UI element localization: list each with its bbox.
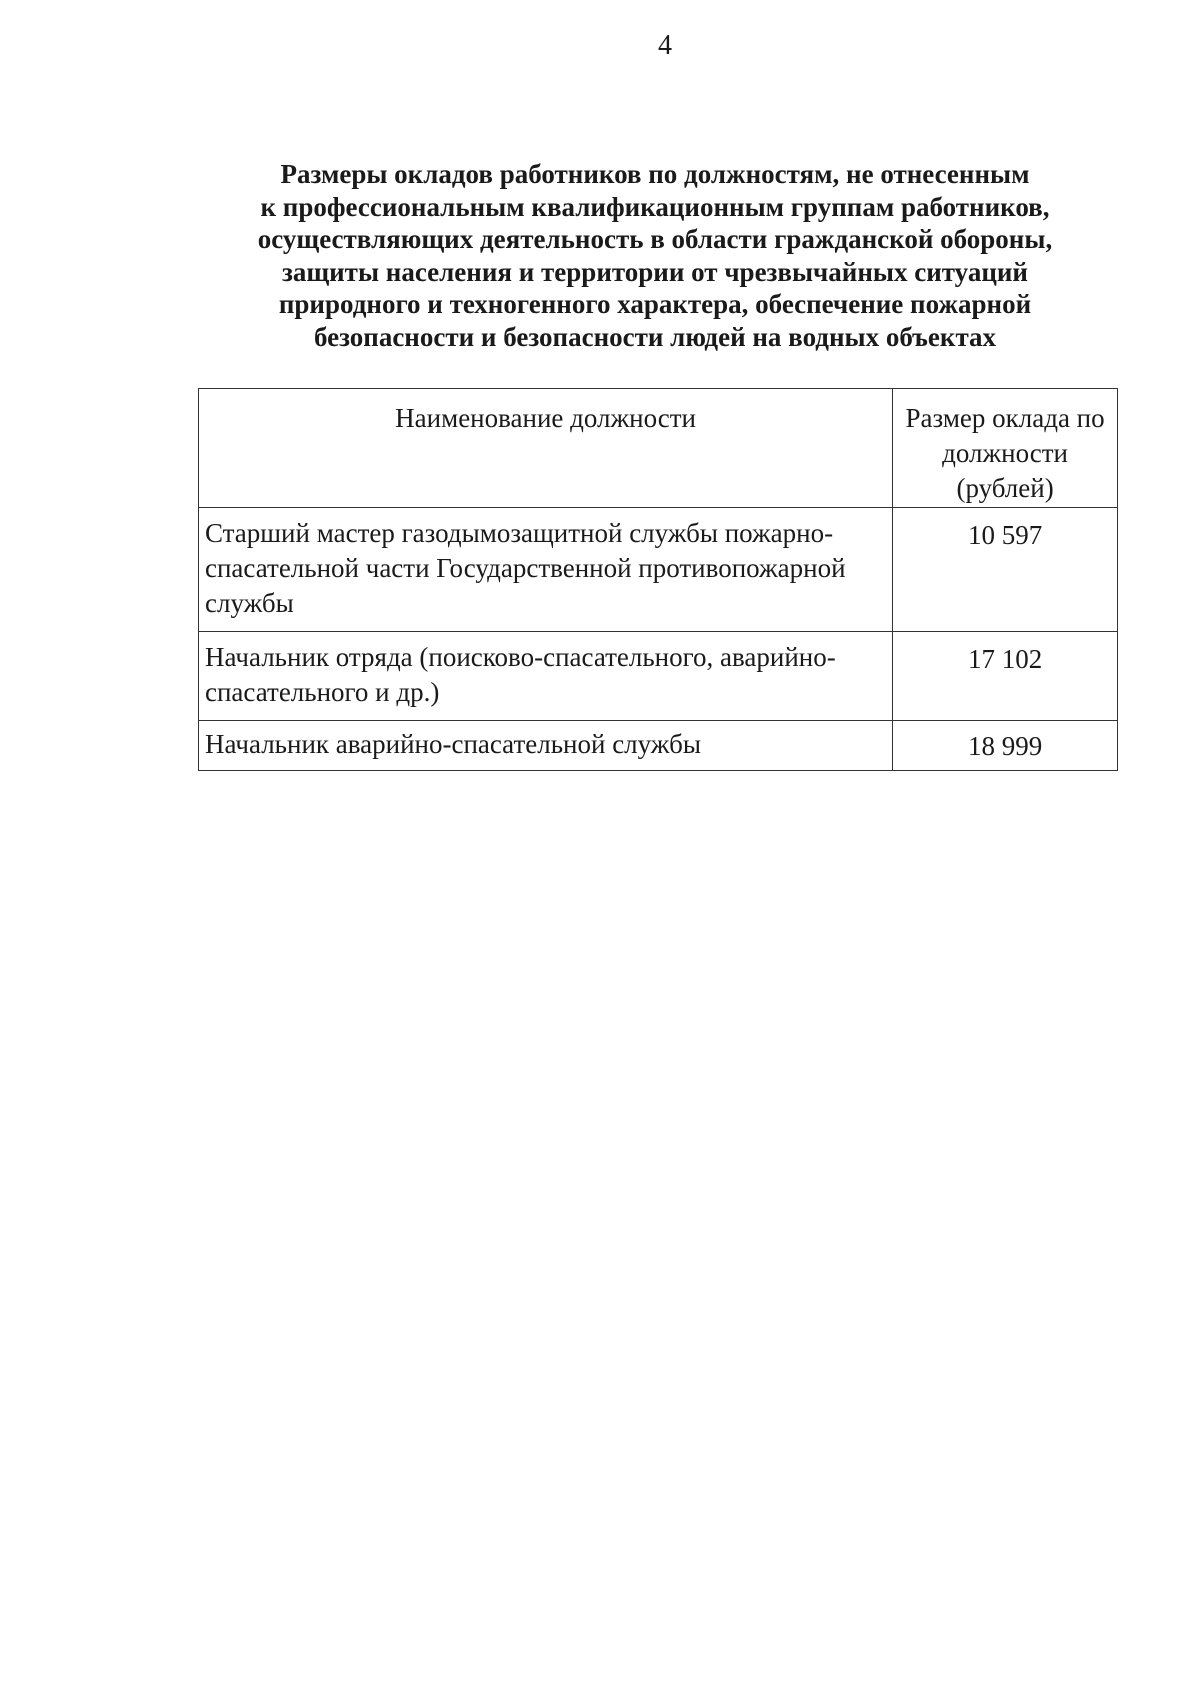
header-salary: Размер оклада по должности (рублей): [893, 389, 1118, 508]
salary-table: [198, 388, 1118, 771]
header-position: Наименование должности: [199, 389, 893, 508]
position-cell: Старший мастер газодымозащитной службы пожарно-спасательной части Государственной противопожарной службы: [199, 508, 893, 632]
table-row: [199, 632, 1118, 721]
salary-cell: 18 999: [893, 721, 1118, 771]
position-cell: Начальник аварийно-спасательной службы: [199, 721, 893, 771]
title-line: безопасности и безопасности людей на водных объектах: [313, 321, 997, 352]
title-line: Размеры окладов работников по должностям, не отнесенным: [280, 159, 1030, 189]
table-row: [199, 721, 1118, 771]
title-line: осуществляющих деятельность в области гражданской обороны,: [257, 224, 1053, 255]
title-line: защиты населения и территории от чрезвычайных ситуаций: [281, 256, 1028, 287]
table-header-row: [199, 389, 1118, 508]
title-line: природного и техногенного характера, обеспечение пожарной: [278, 289, 1032, 320]
document-title: [190, 158, 1120, 354]
salary-cell: 17 102: [893, 632, 1118, 721]
page-number: 4: [658, 30, 672, 61]
salary-cell: 10 597: [893, 508, 1118, 632]
title-line: к профессиональным квалификационным группам работников,: [260, 191, 1050, 222]
position-cell: Начальник отряда (поисково-спасательного, аварийно-спасательного и др.): [199, 632, 893, 721]
table-row: [199, 508, 1118, 632]
